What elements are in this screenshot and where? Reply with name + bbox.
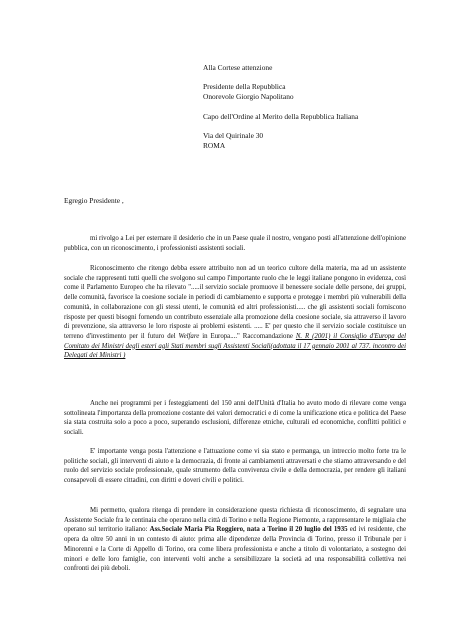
paragraph-1-text: mi rivolgo a Lei per esternare il desiderio che in un Paese quale il nostro, vengano posti all'attenzione dell'opinione pubblica, con un riconoscimento, i professionisti assistenti sociali. xyxy=(64,235,406,252)
address-line-1: Alla Cortese attenzione xyxy=(203,63,273,72)
welfare-term: Welfare xyxy=(178,332,200,340)
address-line-3: Onorevole Giorgio Napolitano xyxy=(203,92,294,101)
recommendation-adoption: (adottata il 17 gennaio 2001 al 737. incontro dei Delegati dei Ministri ) xyxy=(64,342,406,360)
paragraph-4 xyxy=(64,447,406,486)
paragraph-2-text-cont: in Europa...." Raccomandazione xyxy=(199,332,296,340)
paragraph-2-text: Riconoscimento che ritengo debba essere attribuito non ad un teorico cultore della materia, ma ad un assistente sociale che rappresenti tutti quelli che svolgono sul campo l'importante ruolo che le leggi italiane pongono in evidenza, così come il Parlamento Europeo che ha rilevato ".....il servizio sociale promuove il benessere sociale delle persone, dei gruppi, delle comunità, favorisce la coesione sociale in periodi di cambiamento e supporta e protegge i membri più vulnerabili della comunità, in collaborazione con gli stessi utenti, le comunità ed altri professionisti..... che gli assistenti sociali forniscono risposte per questi bisogni fornendo un contributo essenziale alla promozione della coesione sociale, sia attraverso il lavoro di prevenzione, sia attraverso le loro risposte ai problemi esistenti. ..... E' per questo che il servizio sociale costituisce un terreno d'investimento per il futuro del xyxy=(64,265,406,340)
paragraph-3-text: Anche nei programmi per i festeggiamenti del 150 anni dell'Unità d'Italia ho avuto modo di rilevare come venga sottolineata l'importanza della promozione costante dei valori democratici e di come la unificazione etica e politica del Paese sia stata costruita solo a poco a poco, superando esclusioni, differenze etniche, culturali ed economiche, conflitti politici e sociali. xyxy=(64,400,406,437)
address-line-5: Via del Quirinale 30 xyxy=(203,131,264,140)
paragraph-5-text: Mi permetto, qualora ritenga di prendere in considerazione questa richiesta di riconoscimento, di segnalare una Assistente Sociale fra le centinaia che operano nella città di Torino e nella Regione Piemonte, a rappresentare le migliaia che operano sul territorio italiano: xyxy=(64,507,406,534)
paragraph-3 xyxy=(64,399,406,438)
paragraph-5 xyxy=(64,506,406,574)
paragraph-4-text: E' importante venga posta l'attenzione e l'attuazione come vi sia stato e permanga, un intreccio molto forte tra le politiche sociali, gli interventi di aiuto e la democrazia, di fronte ai cambiamenti attraversati e che stiamo attraversando e del ruolo del servizio sociale professionale, quale strumento della convivenza civile e della democrazia, per rendere gli italiani consapevoli di essere cittadini, con diritti e doveri civili e politici. xyxy=(64,448,406,485)
recommendation-reference: N. R (2001) il Consiglio d'Europa del Comitato dei Ministri degli esteri agli Stati membri sugli Assistenti Sociali xyxy=(64,332,407,350)
paragraph-2 xyxy=(64,264,406,361)
paragraph-1 xyxy=(64,234,406,253)
address-line-2: Presidente della Repubblica xyxy=(203,82,286,91)
nominee-name: Ass.Sociale Maria Pia Roggiero, nata a Torino il 20 luglio del 1935 xyxy=(149,526,348,534)
salutation: Egregio Presidente , xyxy=(64,196,124,205)
address-line-6: ROMA xyxy=(203,141,226,150)
paragraph-5-text-cont: ed ivi residente, che opera da oltre 50 anni in un contesto di aiuto: prima alle dipendenze della Provincia di Torino, presso il Tribunale per i Minorenni e la Corte di Appello di Torino, ora come libera professionista e anche a titolo di volontariato, a sostegno dei minori e delle loro famiglie, con interventi volti anche a sensibilizzare la società ad una responsabilità collettiva nei confronti dei più deboli. xyxy=(64,526,406,573)
address-line-4: Capo dell'Ordine al Merito della Repubblica Italiana xyxy=(203,112,359,121)
